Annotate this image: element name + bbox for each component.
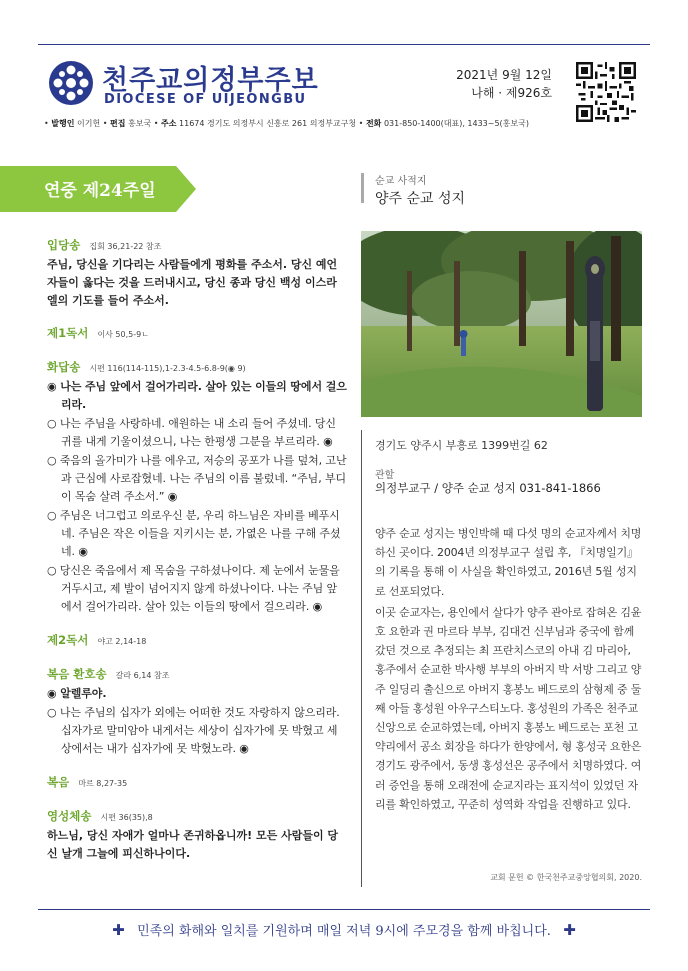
psalm-verse: ○ 죽음의 올가미가 나를 에우고, 저승의 공포가 나를 덮쳐, 고난과 근심에 사로잡혔네. 나는 주님의 이름 불렀네. “주님, 부디 이 목숨 살려 주소서.” ◉ — [47, 454, 347, 503]
top-rule — [38, 44, 650, 45]
gospel-acclamation-heading — [47, 663, 347, 682]
phone-label: 전화 — [365, 119, 382, 128]
paragraph: 이곳 순교자는, 용인에서 살다가 양주 관아로 잡혀온 김윤호 요한과 권 마르타 부부, 김대건 신부님과 중국에 함께 갔던 것으로 추정되는 최 프란치스코의 아내 김 마리아, 홍주에서 순교한 박사행 부부의 아버지 박 서방 그리고 양주 일딩리 출신으로 아버지 홍봉노 베드로의 삼형제 중 둘째 아들 홍성원 아우구스티노다. 홍성원의 가족은 천주교 신앙으로 순교하였는데, 아버지 홍봉노 베드로는 포천 고약리에서 공소 회장을 하다가 한양에서, 형 홍성국 요한은 경기도 광주에서, 동생 홍성선은 공주에서 치명하였다. 여러 증언을 통해 오래전에 순교지라는 표지석이 있었던 자리를 확인하였고, 꾸준히 성역화 작업을 진행하고 있다. — [375, 605, 642, 811]
section-ref: 갈라 6,14 참조 — [115, 671, 170, 680]
publisher: 이기헌 — [77, 119, 101, 128]
section-title: 제1독서 — [47, 326, 89, 340]
gospel-heading — [47, 771, 347, 790]
shrine-address: 경기도 양주시 부흥로 1399번길 62 — [375, 439, 548, 452]
section-ref: 야고 2,14-18 — [97, 637, 147, 646]
issue-number: 나해 · 제926호 — [471, 86, 552, 100]
section-ref: 이사 50,5-9ㄴ — [97, 330, 149, 339]
section-ref: 마르 8,27-35 — [78, 779, 128, 788]
qr-code-icon[interactable] — [576, 62, 636, 122]
psalm-verse: ○ 주님은 너그럽고 의로우신 분, 우리 하느님은 자비를 베푸시네. 주님은 작은 이들을 지키시는 분, 가엾은 나를 구해 주셨네. ◉ — [47, 509, 341, 558]
communion-text: 하느님, 당신 자애가 얼마나 존귀하옵니까! 모든 사람들이 당신 날개 그늘에 피신하나이다. — [47, 829, 339, 860]
section-ref: 시편 116(114-115),1-2.3-4.5-6.8-9(◉ 9) — [89, 364, 246, 373]
sunday-title: 연중 제24주일 — [44, 181, 156, 201]
psalm-heading — [47, 356, 347, 375]
editor-label: 편집 — [110, 119, 126, 128]
cross-icon: ✚ — [563, 921, 576, 939]
jurisdiction-label: 관할 — [375, 470, 395, 481]
entrance-antiphon-text: 주님, 당신을 기다리는 사람들에게 평화를 주소서. 당신 예언자들이 옳다는 것을 드러내시고, 당신 종과 당신 백성 이스라엘의 기도를 들어 주소서. — [47, 258, 338, 307]
section-title: 영성체송 — [47, 809, 92, 823]
address: 11674 경기도 의정부시 신흥로 261 의정부교구청 — [179, 119, 357, 128]
publisher-label: 발행인 — [51, 119, 75, 128]
section-title: 입당송 — [47, 238, 81, 252]
title-accent-bar — [361, 173, 364, 203]
bottom-rule — [38, 909, 650, 910]
diocese-logo — [48, 60, 94, 106]
section-ref: 시편 36(35),8 — [100, 813, 153, 822]
address-label: 주소 — [161, 119, 177, 128]
section-ref: 집회 36,21-22 참조 — [89, 242, 162, 251]
psalm-response: ◉ 나는 주님 앞에서 걸어가리라. 살아 있는 이들의 땅에서 걸으리라. — [47, 380, 347, 411]
publication-info: • 발행인 이기헌 • 편집 홍보국 • 주소 11674 경기도 의정부시 신흥로 261 의정부교구청 • 전화 031-850-1400(대표), 1433~5(홍보국) — [44, 119, 529, 128]
jurisdiction: 의정부교구 / 양주 순교 성지 031-841-1866 — [375, 481, 601, 495]
paragraph: 양주 순교 성지는 병인박해 때 다섯 명의 순교자께서 치명하신 곳이다. 2004년 의정부교구 설립 후, 『치명일기』의 기록을 통해 이 사실을 확인하였고, 2016년 5월 성지로 선포되었다. — [375, 527, 642, 598]
phone: 031-850-1400(대표), 1433~5(홍보국) — [383, 119, 529, 128]
liturgy-column — [47, 228, 347, 863]
entrance-antiphon-heading — [47, 234, 347, 253]
issue-date: 2021년 9월 12일 — [456, 68, 552, 82]
column-divider — [361, 430, 362, 887]
acclamation-response: ◉ 알렐루야. — [47, 687, 107, 700]
section-title: 복음 — [47, 775, 70, 789]
section-title: 복음 환호송 — [47, 667, 107, 681]
brand-title: 천주교의정부주보 — [102, 65, 319, 96]
citation: 교회 문헌 © 한국천주교중앙협의회, 2020. — [490, 873, 642, 882]
shrine-photo — [361, 231, 642, 417]
prayer-text: 민족의 화해와 일치를 기원하며 매일 저녁 9시에 주모경을 함께 바칩니다. — [137, 924, 551, 939]
section-title: 화답송 — [47, 360, 81, 374]
shrine-description — [375, 524, 643, 816]
shrine-category: 순교 사적지 — [375, 176, 427, 187]
acclamation-verse: ○ 나는 주님의 십자가 외에는 어떠한 것도 자랑하지 않으리라. 십자가로 말미암아 내게서는 세상이 십자가에 못 박혔고 세상에서는 내가 십자가에 못 박혔노라. ◉ — [47, 706, 340, 755]
editor: 홍보국 — [128, 119, 152, 128]
brand-subtitle: DIOCESE OF UIJEONGBU — [104, 92, 307, 107]
communion-heading — [47, 805, 347, 824]
first-reading-heading — [47, 322, 347, 341]
psalm-verse: ○ 당신은 죽음에서 제 목숨을 구하셨나이다. 제 눈에서 눈물을 거두시고, 제 발이 넘어지지 않게 하셨나이다. 나는 주님 앞에서 걸어가리라. 살아 있는 이들의 땅에서 걸으리라. ◉ — [47, 564, 340, 613]
section-title: 제2독서 — [47, 633, 89, 647]
psalm-verse: ○ 나는 주님을 사랑하네. 애원하는 내 소리 들어 주셨네. 당신 귀를 내게 기울이셨으니, 나는 한평생 그분을 부르리라. ◉ — [47, 417, 336, 448]
prayer-banner — [38, 920, 650, 939]
cross-icon: ✚ — [112, 921, 125, 939]
second-reading-heading — [47, 629, 347, 648]
shrine-title: 양주 순교 성지 — [375, 191, 466, 207]
